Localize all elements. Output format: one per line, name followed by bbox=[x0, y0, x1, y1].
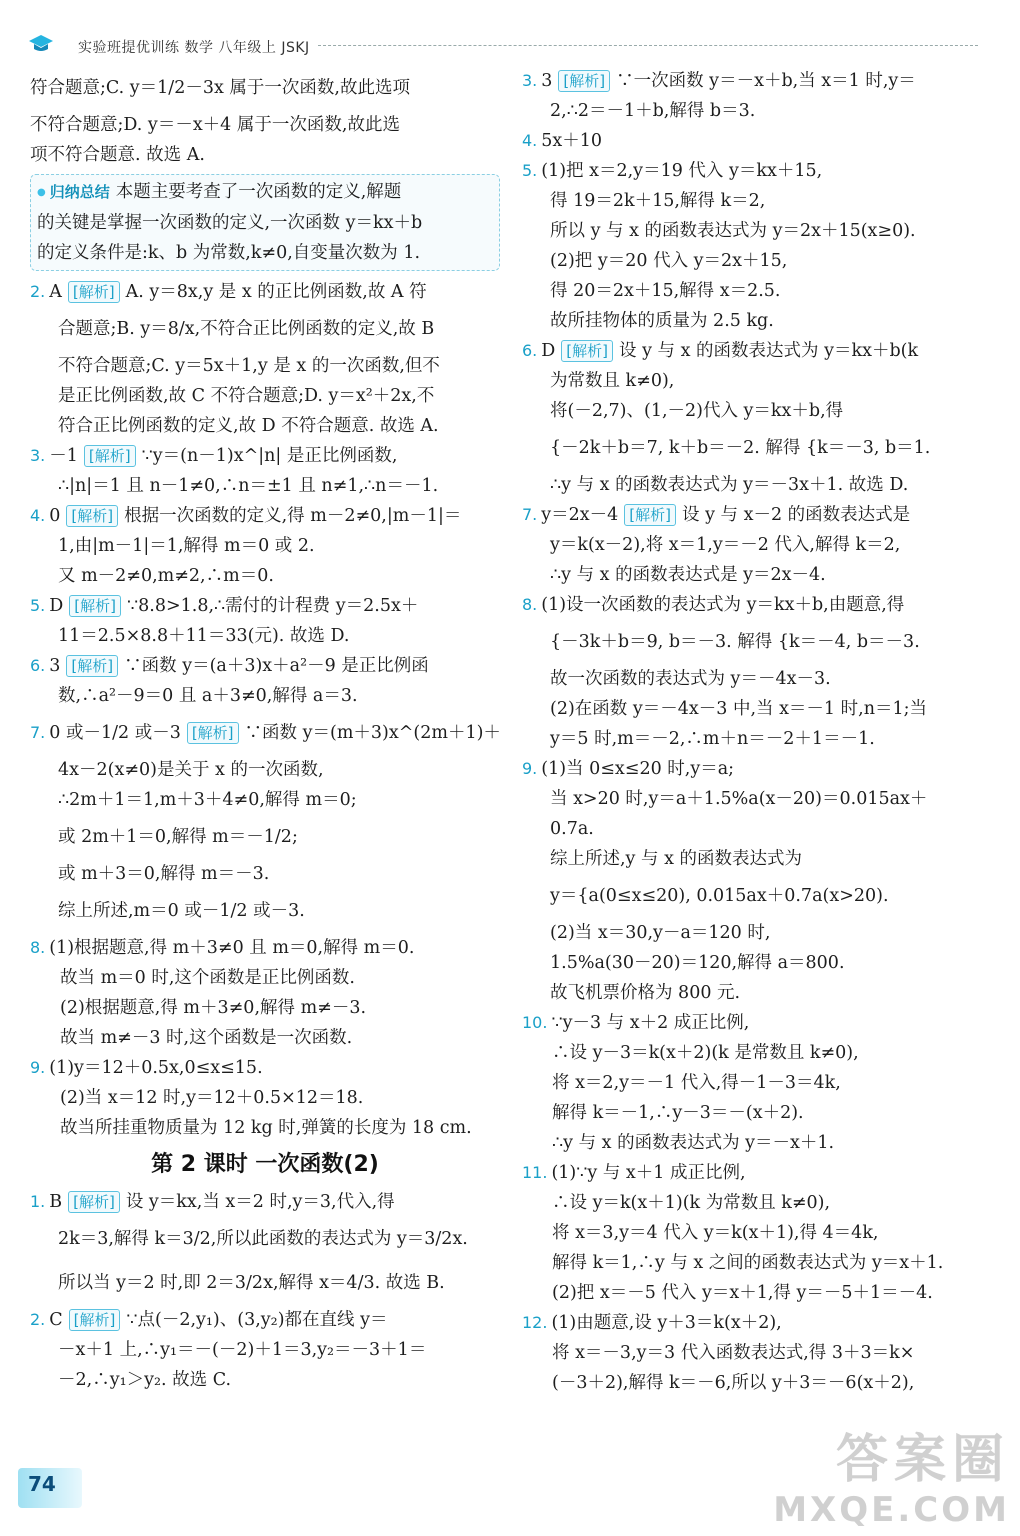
s2-answer: C bbox=[49, 1309, 63, 1330]
r6-tag: [解析] bbox=[561, 340, 613, 362]
q2-tag: [解析] bbox=[68, 281, 120, 303]
r9-line-2: 0.7a. bbox=[550, 819, 594, 839]
r9-line-1: 当 x>20 时,y＝a＋1.5%a(x－20)＝0.015ax＋ bbox=[550, 789, 928, 809]
left-column bbox=[30, 66, 500, 1395]
r9-line-7: 故飞机票价格为 800 元. bbox=[550, 983, 741, 1003]
section-title: 第 2 课时 一次函数(2) bbox=[151, 1151, 379, 1177]
r4-answer: 5x＋10 bbox=[541, 131, 603, 151]
summary-line-2: 的关键是掌握一次函数的定义,一次函数 y＝kx＋b bbox=[37, 212, 423, 233]
q2-number: 2. bbox=[30, 281, 46, 301]
r6-line-3: {－2k＋b＝7, k＋b＝－2. 解得 {k＝－3, b＝1. bbox=[550, 438, 931, 458]
r3-tag: [解析] bbox=[558, 70, 610, 92]
q9-text: (1)y＝12＋0.5x,0≤x≤15. bbox=[49, 1057, 263, 1078]
q6-answer: 3 bbox=[49, 655, 61, 676]
r12-text: (1)由题意,设 y＋3＝k(x＋2), bbox=[551, 1313, 782, 1333]
r7-text: 设 y 与 x－2 的函数表达式是 bbox=[682, 505, 911, 525]
q4-tag: [解析] bbox=[66, 505, 118, 527]
r6-head bbox=[522, 336, 980, 366]
q8-line-2: (2)根据题意,得 m＋3≠0,解得 m≠－3. bbox=[60, 997, 367, 1018]
r6-line-2: 将(－2,7)、(1,－2)代入 y＝kx＋b,得 bbox=[550, 401, 844, 421]
q3-head bbox=[30, 441, 500, 471]
s2-text: ∵点(－2,y₁)、(3,y₂)都在直线 y＝ bbox=[126, 1309, 388, 1330]
s1-tag: [解析] bbox=[68, 1191, 120, 1213]
r8-number: 8. bbox=[522, 595, 538, 614]
r8-line-4: y＝5 时,m＝－2,∴m＋n＝－2＋1＝－1. bbox=[550, 729, 875, 749]
r12-head bbox=[522, 1308, 980, 1338]
r5-line-5: 故所挂物体的质量为 2.5 kg. bbox=[550, 311, 774, 331]
q3-line-1: ∴|n|＝1 且 n－1≠0,∴n＝±1 且 n≠1,∴n＝－1. bbox=[58, 475, 439, 496]
s2-number: 2. bbox=[30, 1309, 46, 1329]
r11-number: 11. bbox=[522, 1163, 548, 1182]
q8-line-3: 故当 m≠－3 时,这个函数是一次函数. bbox=[60, 1027, 353, 1048]
r10-number: 10. bbox=[522, 1013, 548, 1032]
r5-text: (1)把 x＝2,y＝19 代入 y＝kx＋15, bbox=[541, 161, 823, 181]
s1-answer: B bbox=[49, 1191, 63, 1212]
r5-line-4: 得 20＝2x＋15,解得 x＝2.5. bbox=[550, 281, 781, 301]
q8-head bbox=[30, 933, 500, 963]
q8-text: (1)根据题意,得 m＋3≠0 且 m＝0,解得 m＝0. bbox=[49, 937, 415, 958]
q2-line-2: 不符合题意;C. y＝5x＋1,y 是 x 的一次函数,但不 bbox=[58, 355, 440, 376]
r7-answer: y＝2x－4 bbox=[541, 505, 619, 525]
r5-number: 5. bbox=[522, 161, 538, 180]
r4-number: 4. bbox=[522, 131, 538, 150]
q9-number: 9. bbox=[30, 1057, 46, 1077]
r6-answer: D bbox=[541, 341, 556, 361]
q4-number: 4. bbox=[30, 505, 46, 525]
r8-head bbox=[522, 590, 980, 620]
r5-line-3: (2)把 y＝20 代入 y＝2x＋15, bbox=[550, 251, 788, 271]
q6-line-1: 数,∴a²－9＝0 且 a＋3≠0,解得 a＝3. bbox=[58, 685, 358, 706]
q4-head bbox=[30, 501, 500, 531]
q7-tag: [解析] bbox=[187, 722, 239, 744]
r7-head bbox=[522, 500, 980, 530]
page-footer bbox=[18, 1468, 84, 1508]
r11-line-3: 解得 k＝1,∴y 与 x 之间的函数表达式为 y＝x＋1. bbox=[552, 1253, 944, 1273]
r9-line-4: y＝{a(0≤x≤20), 0.015ax＋0.7a(x>20). bbox=[550, 886, 889, 906]
s1-number: 1. bbox=[30, 1191, 46, 1211]
r8-text: (1)设一次函数的表达式为 y＝kx＋b,由题意,得 bbox=[541, 595, 905, 615]
q7-answer: 0 或－1/2 或－3 bbox=[49, 722, 181, 743]
q6-text: ∵函数 y＝(a＋3)x＋a²－9 是正比例函 bbox=[124, 655, 429, 676]
q7-line-1: 4x－2(x≠0)是关于 x 的一次函数, bbox=[58, 759, 324, 780]
r9-text: (1)当 0≤x≤20 时,y＝a; bbox=[541, 759, 735, 779]
r9-line-5: (2)当 x＝30,y－a＝120 时, bbox=[550, 923, 771, 943]
summary-line-3: 的定义条件是:k、b 为常数,k≠0,自变量次数为 1. bbox=[37, 242, 421, 263]
r7-line-1: y＝k(x－2),将 x＝1,y＝－2 代入,解得 k＝2, bbox=[550, 535, 901, 555]
q5-text: ∵8.8>1.8,∴需付的计程费 y＝2.5x＋ bbox=[127, 595, 419, 616]
q4-line-2: 又 m－2≠0,m≠2,∴m＝0. bbox=[58, 565, 274, 586]
watermark-text: 答案圈 bbox=[835, 1430, 1010, 1490]
page-number: 74 bbox=[28, 1472, 56, 1496]
left-intro-line-1: 符合题意;C. y＝1/2－3x 属于一次函数,故此选项 bbox=[30, 78, 410, 98]
r8-line-3: (2)在函数 y＝－4x－3 中,当 x＝－1 时,n＝1;当 bbox=[550, 699, 927, 719]
q8-number: 8. bbox=[30, 937, 46, 957]
q2-answer: A bbox=[49, 281, 62, 302]
q9-line-1: (2)当 x＝12 时,y＝12＋0.5×12＝18. bbox=[60, 1087, 364, 1108]
r7-tag: [解析] bbox=[624, 504, 676, 526]
q6-number: 6. bbox=[30, 655, 46, 675]
q2-line-4: 符合正比例函数的定义,故 D 不符合题意. 故选 A. bbox=[58, 415, 439, 436]
r8-line-2: 故一次函数的表达式为 y＝－4x－3. bbox=[550, 669, 831, 689]
watermark bbox=[773, 1430, 1010, 1530]
r6-number: 6. bbox=[522, 341, 538, 360]
left-intro-line-2: 不符合题意;D. y＝－x＋4 属于一次函数,故此选 bbox=[30, 115, 400, 135]
r11-head bbox=[522, 1158, 980, 1188]
s1-line-1: 2k＝3,解得 k＝3/2,所以此函数的表达式为 y＝3/2x. bbox=[58, 1228, 468, 1249]
summary-line-1: 本题主要考查了一次函数的定义,解题 bbox=[115, 182, 402, 202]
s2-line-1: －x＋1 上,∴y₁＝－(－2)＋1＝3,y₂＝－3＋1＝ bbox=[58, 1339, 427, 1360]
s1-text: 设 y＝kx,当 x＝2 时,y＝3,代入,得 bbox=[125, 1191, 395, 1212]
r10-line-1: ∴设 y－3＝k(x＋2)(k 是常数且 k≠0), bbox=[552, 1043, 859, 1063]
q7-line-2: ∴2m＋1＝1,m＋3＋4≠0,解得 m＝0; bbox=[58, 789, 357, 810]
r7-number: 7. bbox=[522, 505, 538, 524]
r12-number: 12. bbox=[522, 1313, 548, 1332]
s2-line-2: －2,∴y₁＞y₂. 故选 C. bbox=[58, 1369, 232, 1390]
r3-text: ∵一次函数 y＝－x＋b,当 x＝1 时,y＝ bbox=[616, 71, 916, 91]
q7-line-5: 综上所述,m＝0 或－1/2 或－3. bbox=[58, 900, 305, 921]
r8-line-1: {－3k＋b＝9, b＝－3. 解得 {k＝－4, b＝－3. bbox=[550, 632, 920, 652]
q7-line-4: 或 m＋3＝0,解得 m＝－3. bbox=[58, 863, 270, 884]
q5-number: 5. bbox=[30, 595, 46, 615]
q5-line-1: 11＝2.5×8.8＋11＝33(元). 故选 D. bbox=[58, 625, 350, 646]
q2-text: A. y＝8x,y 是 x 的正比例函数,故 A 符 bbox=[125, 281, 427, 302]
q5-tag: [解析] bbox=[69, 595, 121, 617]
r9-line-3: 综上所述,y 与 x 的函数表达式为 bbox=[550, 849, 803, 869]
r3-line-1: 2,∴2＝－1＋b,解得 b＝3. bbox=[550, 101, 756, 121]
q9-head bbox=[30, 1053, 500, 1083]
q4-line-1: 1,由|m－1|＝1,解得 m＝0 或 2. bbox=[58, 535, 315, 556]
right-column bbox=[522, 66, 980, 1398]
q9-line-2: 故当所挂重物质量为 12 kg 时,弹簧的长度为 18 cm. bbox=[60, 1117, 472, 1138]
left-intro-line-3: 项不符合题意. 故选 A. bbox=[30, 145, 205, 165]
r6-line-4: ∴y 与 x 的函数表达式为 y＝－3x＋1. 故选 D. bbox=[550, 475, 909, 495]
r10-line-2: 将 x＝2,y＝－1 代入,得－1－3＝4k, bbox=[552, 1073, 841, 1093]
r7-line-2: ∴y 与 x 的函数表达式是 y＝2x－4. bbox=[550, 565, 826, 585]
r10-text: ∵y－3 与 x＋2 成正比例, bbox=[551, 1013, 750, 1033]
q7-line-3: 或 2m＋1＝0,解得 m＝－1/2; bbox=[58, 826, 298, 847]
s1-head bbox=[30, 1187, 500, 1217]
r3-head bbox=[522, 66, 980, 96]
s2-head bbox=[30, 1305, 500, 1335]
r3-number: 3. bbox=[522, 71, 538, 90]
r4-head bbox=[522, 126, 980, 156]
r6-line-1: 为常数且 k≠0), bbox=[550, 371, 675, 391]
q6-head bbox=[30, 651, 500, 681]
q5-head bbox=[30, 591, 500, 621]
r10-line-4: ∴y 与 x 的函数表达式为 y＝－x＋1. bbox=[552, 1133, 835, 1153]
q2-head bbox=[30, 277, 500, 307]
summary-label: ● 归纳总结 bbox=[37, 183, 110, 201]
r6-text: 设 y 与 x 的函数表达式为 y＝kx＋b(k bbox=[619, 341, 919, 361]
q7-number: 7. bbox=[30, 722, 46, 742]
header-divider bbox=[318, 45, 978, 46]
q3-text: ∵y＝(n－1)x^|n| 是正比例函数, bbox=[141, 445, 398, 466]
summary-box bbox=[30, 174, 500, 271]
q2-line-1: 合题意;B. y＝8/x,不符合正比例函数的定义,故 B bbox=[58, 318, 435, 339]
s2-tag: [解析] bbox=[69, 1309, 121, 1331]
r9-head bbox=[522, 754, 980, 784]
r9-line-6: 1.5%a(30－20)＝120,解得 a＝800. bbox=[550, 953, 845, 973]
q7-text: ∵函数 y＝(m＋3)x^(2m＋1)＋ bbox=[244, 722, 501, 743]
r12-line-2: (－3＋2),解得 k＝－6,所以 y＋3＝－6(x＋2), bbox=[552, 1373, 915, 1393]
book-title: 实验班提优训练 数学 八年级上 JSKJ bbox=[78, 40, 310, 56]
r5-line-1: 得 19＝2k＋15,解得 k＝2, bbox=[550, 191, 766, 211]
page-header bbox=[28, 30, 978, 60]
q3-answer: －1 bbox=[49, 445, 78, 466]
q6-tag: [解析] bbox=[66, 655, 118, 677]
r9-number: 9. bbox=[522, 759, 538, 778]
q3-tag: [解析] bbox=[84, 445, 136, 467]
r11-line-4: (2)把 x＝－5 代入 y＝x＋1,得 y＝－5＋1＝－4. bbox=[552, 1283, 933, 1303]
r10-line-3: 解得 k＝－1,∴y－3＝－(x＋2). bbox=[552, 1103, 804, 1123]
r5-head bbox=[522, 156, 980, 186]
r10-head bbox=[522, 1008, 980, 1038]
q4-answer: 0 bbox=[49, 505, 61, 526]
q3-number: 3. bbox=[30, 445, 46, 465]
q4-text: 根据一次函数的定义,得 m－2≠0,|m－1|＝ bbox=[124, 505, 462, 526]
watermark-url: MXQE.COM bbox=[773, 1490, 1010, 1530]
r12-line-1: 将 x＝－3,y＝3 代入函数表达式,得 3＋3＝k× bbox=[552, 1343, 915, 1363]
q8-line-1: 故当 m＝0 时,这个函数是正比例函数. bbox=[60, 967, 355, 988]
s1-line-2: 所以当 y＝2 时,即 2＝3/2x,解得 x＝4/3. 故选 B. bbox=[58, 1272, 445, 1293]
graduation-cap-icon bbox=[28, 34, 54, 54]
r11-line-1: ∴设 y＝k(x＋1)(k 为常数且 k≠0), bbox=[552, 1193, 831, 1213]
q5-answer: D bbox=[49, 595, 64, 616]
r3-answer: 3 bbox=[541, 71, 553, 91]
r5-line-2: 所以 y 与 x 的函数表达式为 y＝2x＋15(x≥0). bbox=[550, 221, 916, 241]
q2-line-3: 是正比例函数,故 C 不符合题意;D. y＝x²＋2x,不 bbox=[58, 385, 435, 406]
q7-head bbox=[30, 711, 500, 755]
r11-text: (1)∵y 与 x＋1 成正比例, bbox=[551, 1163, 746, 1183]
r11-line-2: 将 x＝3,y＝4 代入 y＝k(x＋1),得 4＝4k, bbox=[552, 1223, 879, 1243]
